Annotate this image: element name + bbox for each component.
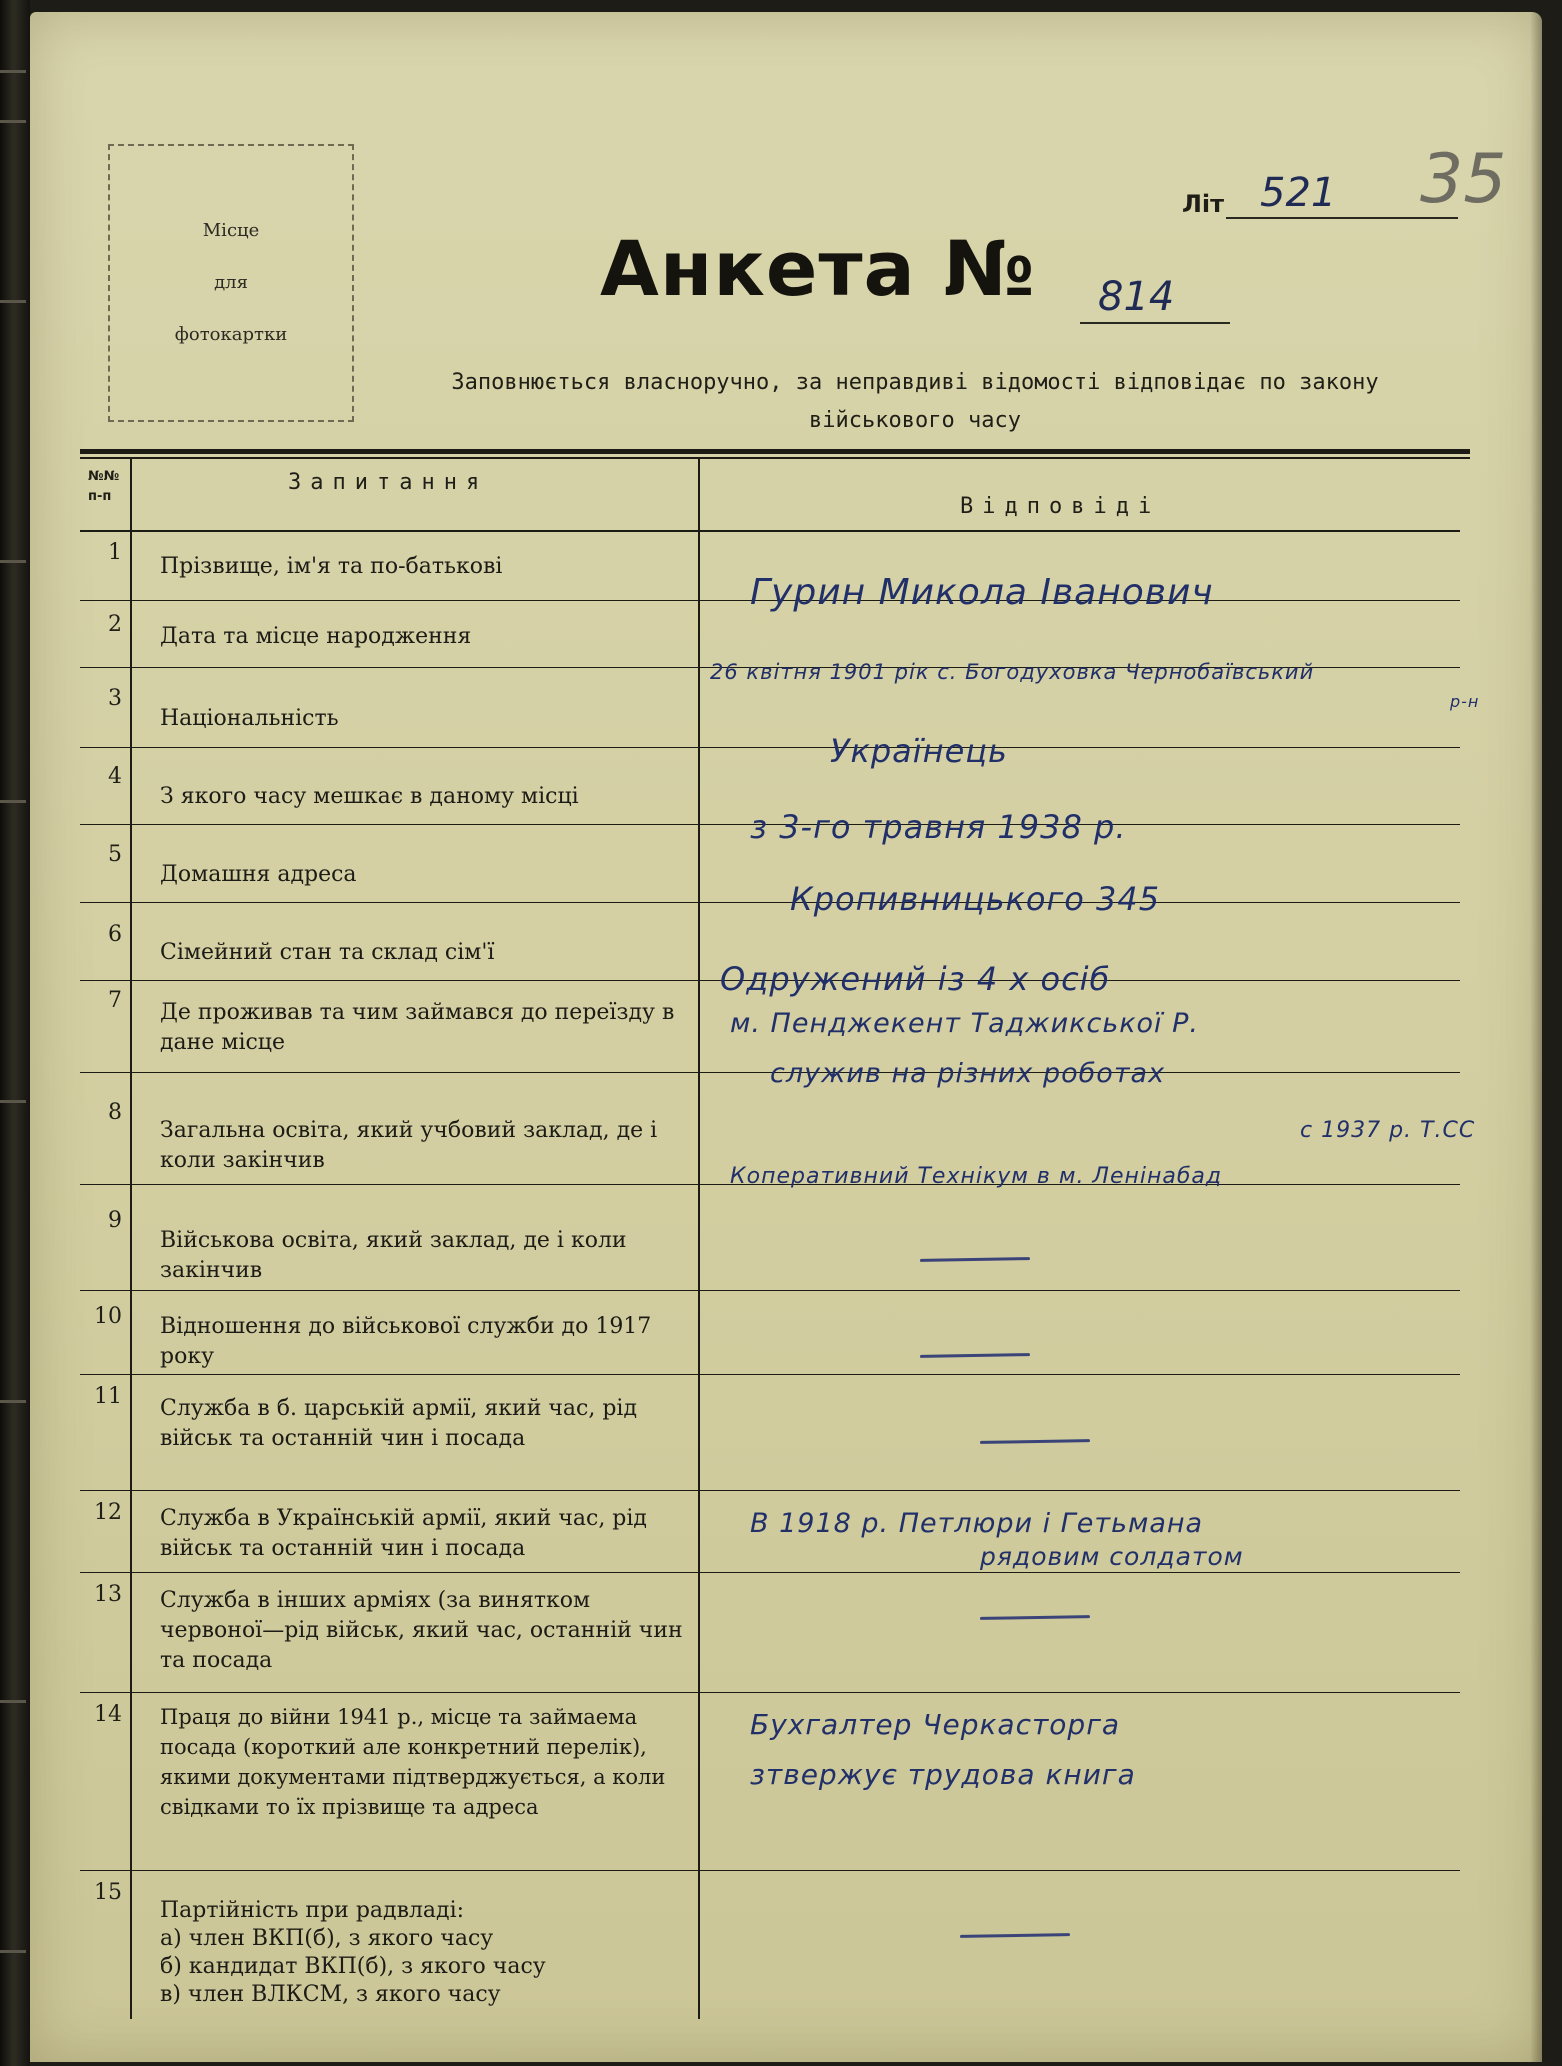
row-number: 11 bbox=[94, 1384, 122, 1409]
question-other-armies: Служба в інших арміях (за винятком червоної—рід військ, який час, останній чин та посада bbox=[160, 1588, 683, 1673]
lit-label: Літ bbox=[1182, 190, 1225, 218]
row-number: 5 bbox=[108, 842, 122, 867]
row-divider bbox=[80, 747, 1460, 748]
question-nationality: Національність bbox=[160, 706, 339, 731]
answer-dash bbox=[920, 1257, 1030, 1262]
row-number: 12 bbox=[94, 1500, 122, 1525]
party-sub-c: в) член ВЛКСМ, з якого часу bbox=[160, 1982, 501, 2007]
page-edge-shadow bbox=[1530, 12, 1542, 2062]
row-number: 1 bbox=[108, 540, 122, 565]
answer-general-education: Коперативний Технікум в м. Ленінабад bbox=[730, 1164, 1223, 1189]
answer-family-status: Одружений із 4 х осіб bbox=[720, 960, 1111, 998]
header-bottom-rule bbox=[80, 530, 1460, 532]
photo-label-line3: фотокартки bbox=[174, 324, 288, 345]
row-divider bbox=[80, 1374, 1460, 1375]
form-subtitle bbox=[410, 364, 1420, 440]
answer-full-name: Гурин Микола Іванович bbox=[750, 572, 1214, 613]
question-family-status: Сімейний стан та склад сім'ї bbox=[160, 940, 495, 965]
row-number: 2 bbox=[108, 612, 122, 637]
answer-dash bbox=[920, 1353, 1030, 1358]
row-number: 14 bbox=[94, 1702, 122, 1727]
row-number: 9 bbox=[108, 1208, 122, 1233]
row-divider bbox=[80, 1490, 1460, 1491]
table-top-rule bbox=[80, 449, 1470, 454]
row-divider bbox=[80, 1870, 1460, 1871]
answer-education-year: с 1937 р. Т.СС bbox=[1300, 1118, 1476, 1143]
lit-value: 521 bbox=[1260, 170, 1337, 216]
row-number: 7 bbox=[108, 988, 122, 1013]
answer-birth-district: р-н bbox=[1450, 692, 1480, 711]
answer-nationality: Українець bbox=[830, 732, 1008, 770]
answer-prewar-work: Бухгалтер Черкасторга bbox=[750, 1708, 1121, 1741]
table-top-rule-thin bbox=[80, 457, 1470, 459]
question-home-address: Домашня адреса bbox=[160, 862, 357, 887]
question-general-education: Загальна освіта, який учбовий заклад, де і коли закінчив bbox=[160, 1118, 658, 1173]
answer-previous-occupation: служив на різних роботах bbox=[770, 1058, 1166, 1089]
book-binding bbox=[0, 0, 30, 2066]
title-number-underline bbox=[1080, 322, 1230, 324]
question-military-service-attitude: Відношення до військової служби до 1917 року bbox=[160, 1314, 652, 1369]
party-sub-b: б) кандидат ВКП(б), з якого часу bbox=[160, 1954, 546, 1979]
question-column-divider bbox=[698, 459, 700, 2019]
questions-column-header: Запитання bbox=[288, 470, 489, 495]
row-number: 10 bbox=[94, 1304, 122, 1329]
row-number: 13 bbox=[94, 1582, 122, 1607]
answers-column-header: Відповіді bbox=[960, 494, 1161, 519]
row-number: 15 bbox=[94, 1880, 122, 1905]
question-previous-residence: Де проживав та чим займався до переїзду в дане місце bbox=[160, 1000, 675, 1055]
photo-label-line1: Місце bbox=[202, 220, 260, 241]
answer-ukrainian-army: В 1918 р. Петлюри і Гетьмана bbox=[750, 1508, 1204, 1539]
answer-residence-since: з 3-го травня 1938 р. bbox=[750, 808, 1127, 846]
photo-label-line2: для bbox=[214, 272, 248, 293]
row-number: 8 bbox=[108, 1100, 122, 1125]
row-number: 6 bbox=[108, 922, 122, 947]
answer-ukrainian-army-rank: рядовим солдатом bbox=[980, 1542, 1244, 1571]
questionnaire-page bbox=[30, 12, 1542, 2062]
question-birth: Дата та місце народження bbox=[160, 624, 472, 649]
row-divider bbox=[80, 1692, 1460, 1693]
row-number: 3 bbox=[108, 686, 122, 711]
photo-placeholder bbox=[108, 144, 354, 422]
question-tsarist-army: Служба в б. царській армії, який час, рід військ та останній чин і посада bbox=[160, 1396, 637, 1451]
pencil-page-number: 35 bbox=[1420, 140, 1507, 219]
answer-previous-residence: м. Пенджекент Таджикської Р. bbox=[730, 1008, 1200, 1039]
number-column-header bbox=[88, 467, 119, 507]
question-ukrainian-army: Служба в Українській армії, який час, рід військ та останній чин і посада bbox=[160, 1506, 647, 1561]
subtitle-line2: військового часу bbox=[809, 408, 1021, 433]
num-column-divider bbox=[130, 459, 132, 2019]
row-divider bbox=[80, 1572, 1460, 1573]
row-divider bbox=[80, 1290, 1460, 1291]
question-full-name: Прізвище, ім'я та по-батькові bbox=[160, 554, 503, 579]
question-residence-since: З якого часу мешкає в даному місці bbox=[160, 784, 579, 809]
answer-dash bbox=[960, 1933, 1070, 1938]
num-header-line2: п-п bbox=[88, 489, 112, 504]
question-party-membership: Партійність при радвладі: bbox=[160, 1898, 465, 1923]
subtitle-line1: Заповнюється власноручно, за неправдиві відомості відповідає по закону bbox=[451, 370, 1379, 395]
answer-birth: 26 квітня 1901 рік с. Богодуховка Чернобаївський bbox=[710, 660, 1315, 684]
question-prewar-work: Праця до війни 1941 р., місце та займаема посада (короткий але конкретний перелік), якими документами підтверджується, а коли свідками то їх прізвище та адреса bbox=[160, 1705, 666, 1819]
form-title: Анкета № bbox=[600, 224, 1036, 313]
row-divider bbox=[80, 902, 1460, 903]
question-military-education: Військова освіта, який заклад, де і коли закінчив bbox=[160, 1228, 627, 1283]
answer-home-address: Кропивницького 345 bbox=[790, 880, 1161, 918]
answer-dash bbox=[980, 1615, 1090, 1620]
row-number: 4 bbox=[108, 764, 122, 789]
form-number: 814 bbox=[1098, 274, 1175, 320]
party-sub-a: а) член ВКП(б), з якого часу bbox=[160, 1926, 494, 1951]
num-header-line1: №№ bbox=[88, 469, 120, 484]
answer-prewar-proof: зтвержує трудова книга bbox=[750, 1758, 1136, 1791]
answer-dash bbox=[980, 1439, 1090, 1444]
